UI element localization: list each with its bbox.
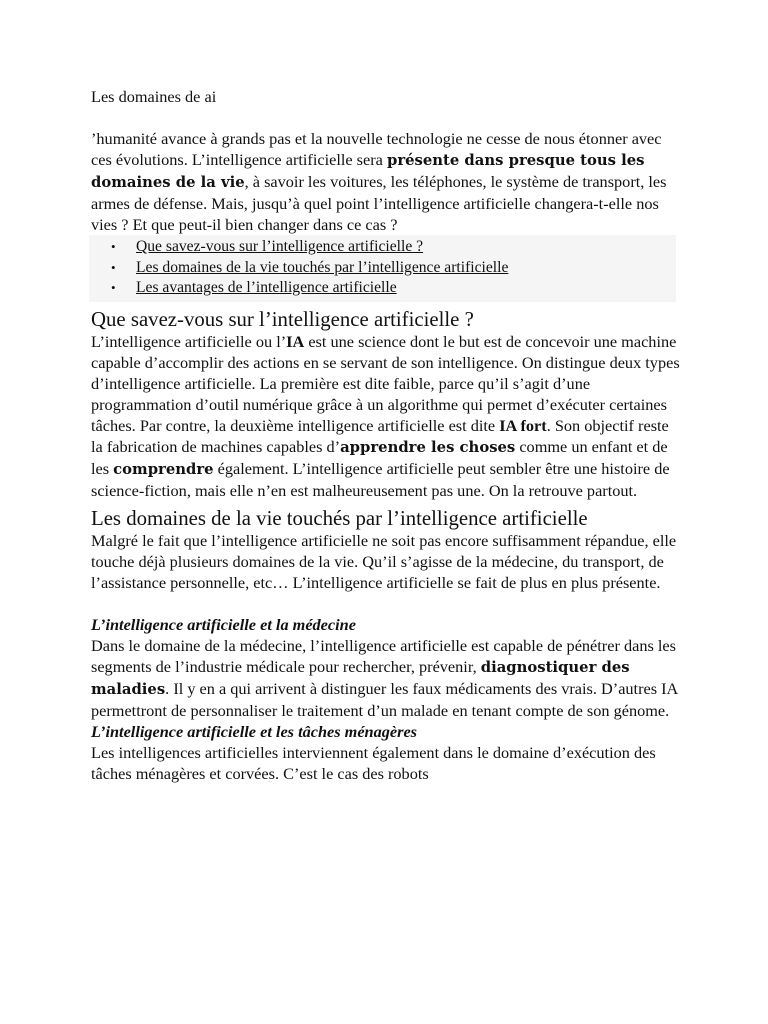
medecine-paragraph (91, 635, 681, 721)
section-domaines-paragraph: Malgré le fait que l’intelligence artificielle ne soit pas encore suffisamment répandue, elle touche déjà plusieurs domaines de la vie. Qu’il s’agisse de la médecine, du transport, de l’assistance personnelle, etc… L’intelligence artificielle se fait de plus en plus présente. (91, 530, 677, 592)
section-ia-text-3: . Son objectif reste la fabrication de machines capables d’ (91, 415, 669, 456)
medecine-bold-text: diagnostiquer des maladies (91, 658, 630, 698)
intro-text-2: , à savoir les voitures, les téléphones, le système de transport, les armes de défense. Mais, jusqu’à quel point l’intelligence artificielle changera-t-elle nos vies ? Et que peut-il bien changer dans ce cas ? (91, 172, 667, 234)
section-ia-bold-2: IA fort (499, 415, 547, 435)
toc-link-2[interactable]: Les domaines de la vie touchés par l’intelligence artificielle (136, 258, 509, 276)
document-title: Les domaines de ai (91, 87, 217, 106)
intro-bold-text: présente dans presque tous les domaines de la vie (91, 152, 645, 191)
document-content (91, 86, 681, 784)
toc-link-3[interactable]: Les avantages de l’intelligence artificielle (136, 279, 397, 296)
section-heading-domaines: Les domaines de la vie touchés par l’intelligence artificielle (91, 506, 588, 530)
section-ia-text-1: L’intelligence artificielle ou l’ (91, 331, 287, 351)
toc-item (89, 258, 676, 279)
toc-item (89, 237, 676, 258)
section-ia-text-5: également. L’intelligence artificielle peut sembler être une histoire de science-fiction, mais elle n’en est malheureusement pas une. On la retrouve partout. (91, 458, 670, 500)
section-ia-text-4: comme un enfant et de les (91, 436, 668, 478)
subheading-taches: L’intelligence artificielle et les tâches ménagères (91, 721, 418, 741)
table-of-contents (89, 235, 676, 302)
subheading-medecine: L’intelligence artificielle et la médecine (91, 614, 356, 634)
taches-paragraph: Les intelligences artificielles interviennent également dans le domaine d’exécution des tâches ménagères et corvées. C’est le cas des robots (91, 742, 656, 783)
section-ia-bold-4: comprendre (113, 460, 214, 478)
intro-text-1: ’humanité avance à grands pas et la nouvelle technologie ne cesse de nous étonner avec ces évolutions. L’intelligence artificielle sera (91, 129, 662, 169)
toc-item (89, 278, 676, 299)
section-ia-paragraph (91, 331, 681, 501)
intro-paragraph (91, 128, 681, 235)
medecine-text-2: . Il y en a qui arrivent à distinguer les faux médicaments des vrais. D’autres IA permettront de personnaliser le traitement d’un malade en tenant compte de son génome. (91, 678, 678, 720)
section-heading-ia: Que savez-vous sur l’intelligence artificielle ? (91, 307, 474, 331)
section-ia-text-2: est une science dont le but est de concevoir une machine capable d’accomplir des actions en se servant de son intelligence. On distingue deux types d’intelligence artificielle. La première est dite faible, parce qu’il s’agit d’une programmation d’outil numérique grâce à un algorithme qui permet d’exécuter certaines tâches. Par contre, la deuxième intelligence artificielle est dite (91, 331, 680, 435)
section-ia-bold-1: IA (286, 331, 305, 351)
section-ia-bold-3: apprendre les choses (340, 438, 516, 456)
medecine-text-1: Dans le domaine de la médecine, l’intelligence artificielle est capable de pénétrer dans les segments de l’industrie médicale pour rechercher, prévenir, (91, 635, 676, 676)
toc-link-1[interactable]: Que savez-vous sur l’intelligence artificielle ? (136, 238, 424, 255)
